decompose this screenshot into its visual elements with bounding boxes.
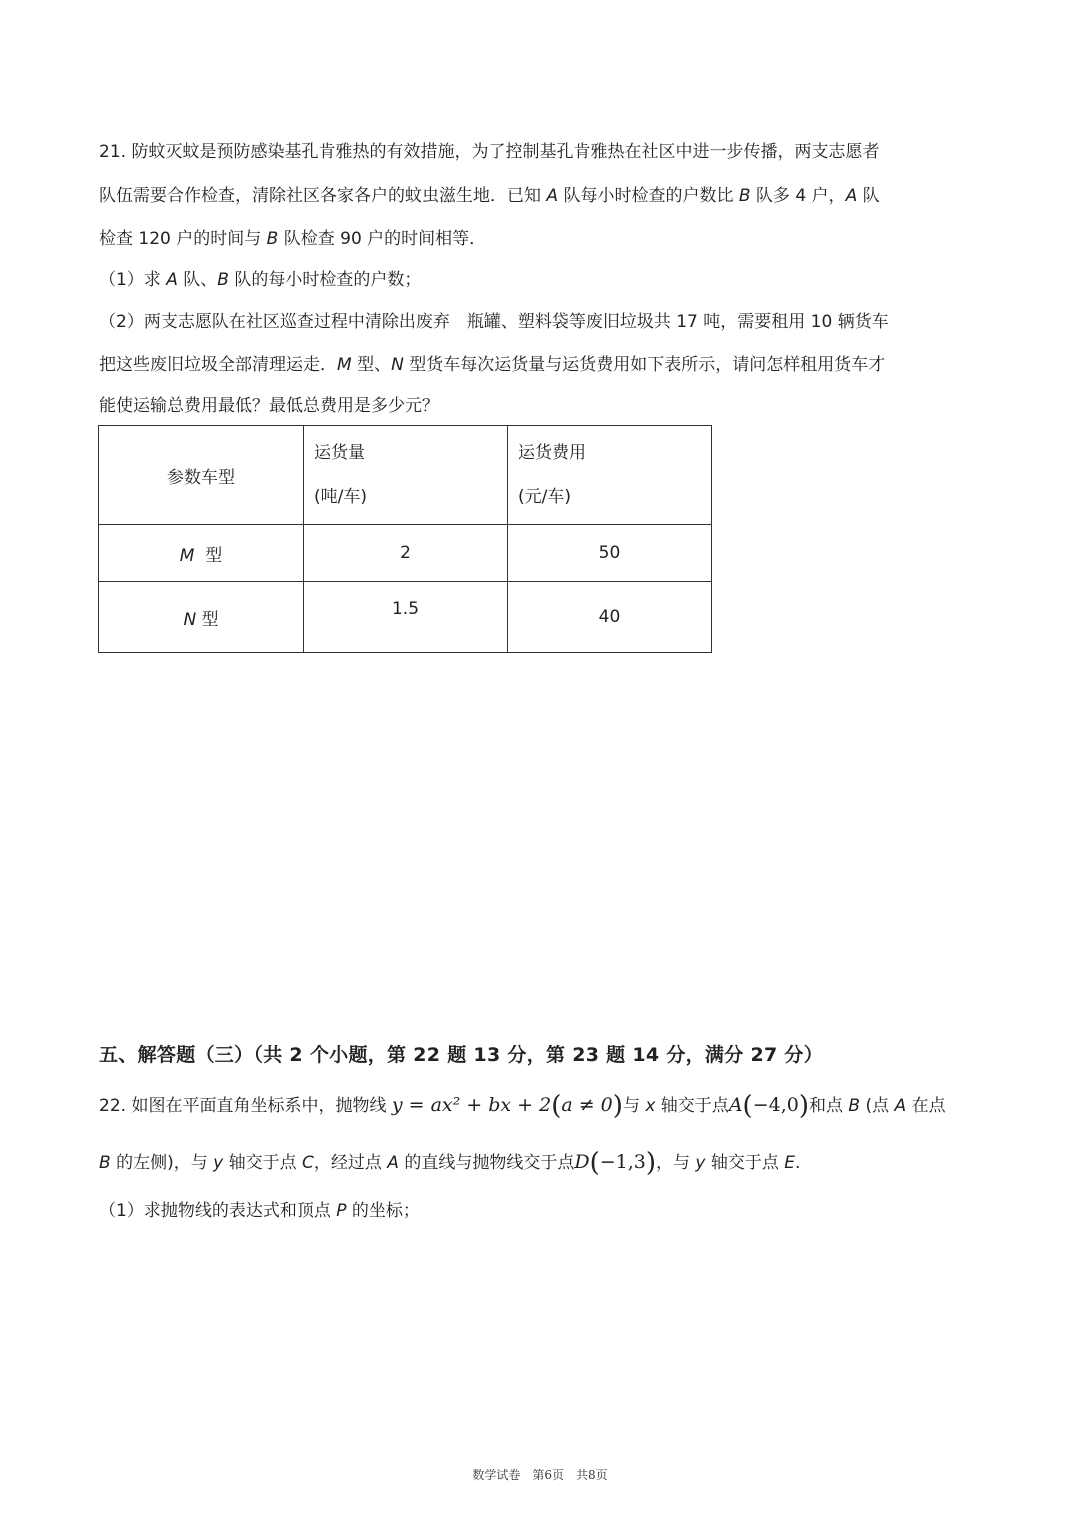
paren-open: (	[742, 1091, 753, 1121]
q21-line-3	[99, 227, 486, 251]
q22-text: 的坐标；	[346, 1201, 420, 1221]
q21-sub-2-line-3	[99, 394, 439, 418]
q22-text: 在点	[906, 1096, 946, 1116]
paren-close: )	[645, 1148, 657, 1178]
parabola-equation	[391, 1091, 623, 1121]
vertex-p-label: P	[336, 1201, 347, 1221]
point-b-label: B	[99, 1153, 111, 1173]
eq-body: = ax² + bx + 2	[402, 1094, 552, 1116]
q21-line-2	[99, 184, 880, 208]
header-param-text: 参数车型	[167, 467, 235, 488]
table-row	[99, 582, 712, 653]
row-cost: 50	[508, 525, 712, 582]
team-a-label: A	[546, 186, 559, 206]
eq-y: y	[391, 1094, 403, 1116]
point-a-label: A	[894, 1096, 907, 1116]
q22-text: .	[795, 1153, 801, 1173]
team-a-label: A	[166, 270, 178, 290]
q21-text: 队每小时检查的户数比	[558, 186, 739, 206]
q21-text: 21. 防蚊灭蚊是预防感染基孔肯雅热的有效措施，为了控制基孔肯雅热在社区中进一步传播，两支志愿者	[99, 142, 880, 162]
eq-condition: a ≠ 0	[561, 1094, 613, 1116]
paren-open: (	[551, 1091, 562, 1121]
header-load	[304, 426, 508, 525]
page-footer: 数学试卷 第6页 共8页	[472, 1468, 608, 1482]
row-load	[304, 582, 508, 653]
q21-text: （2）两支志愿队在社区巡查过程中清除出废弃 瓶罐、塑料袋等废旧垃圾共 17 吨，需要租用 10 辆货车	[99, 312, 889, 332]
type-suffix: 型	[194, 545, 223, 566]
point-d	[574, 1148, 657, 1178]
team-b-label: B	[738, 186, 751, 206]
q22-text: 与	[622, 1096, 646, 1116]
q21-text: 型货车每次运货量与运货费用如下表所示，请问怎样租用货车才	[403, 355, 886, 375]
team-b-label: B	[217, 270, 229, 290]
q21-text: 能使运输总费用最低？最低总费用是多少元？	[99, 396, 439, 416]
header-cost	[508, 426, 712, 525]
q21-text: 队伍需要合作检查，清除社区各家各户的蚊虫滋生地．已知	[99, 186, 547, 206]
header-load-unit: (吨/车)	[314, 487, 367, 507]
q22-text: 的左侧)，与	[110, 1153, 214, 1173]
q22-sub-1	[99, 1199, 420, 1223]
y-axis-label: y	[695, 1153, 706, 1173]
paren-close: )	[612, 1091, 623, 1121]
q21-sub-1	[99, 268, 421, 292]
type-letter: N	[183, 609, 197, 630]
q21-text: 队、	[177, 270, 218, 290]
point-d-name: D	[574, 1151, 590, 1173]
q22-line-1	[99, 1090, 946, 1121]
row-type	[99, 525, 304, 582]
point-a	[728, 1091, 809, 1121]
y-axis-label: y	[213, 1153, 224, 1173]
q21-text: 型、	[351, 355, 392, 375]
point-a-coord: −4,0	[752, 1094, 799, 1116]
section-5-title: 五、解答题（三）（共 2 个小题，第 22 题 13 分，第 23 题 14 分，满分 27 分）	[99, 1044, 824, 1066]
truck-n-label: N	[391, 355, 404, 375]
q21-text: 队多 4 户，	[750, 186, 846, 206]
q21-text: 把这些废旧垃圾全部清理运走．	[99, 355, 337, 375]
q22-text: (点	[860, 1096, 895, 1116]
q21-text: 检查 120 户的时间与	[99, 229, 267, 249]
q22-text: 轴交于点	[655, 1096, 729, 1116]
row-load-value: 1.5	[391, 599, 420, 619]
q21-line-1	[99, 140, 879, 164]
team-a-label: A	[845, 186, 858, 206]
q21-sub-2-line-1	[99, 310, 889, 334]
row-load: 2	[304, 525, 508, 582]
point-d-coord: −1,3	[599, 1151, 646, 1173]
q22-text: ，经过点	[313, 1153, 388, 1173]
paren-open: (	[589, 1148, 600, 1178]
q22-text: 轴交于点	[223, 1153, 302, 1173]
truck-m-label: M	[337, 355, 352, 375]
team-b-label: B	[266, 229, 279, 249]
table-row	[99, 525, 712, 582]
type-suffix: 型	[196, 609, 219, 630]
point-c-label: C	[302, 1153, 314, 1173]
q21-text: 队	[857, 186, 880, 206]
q22-text: 轴交于点	[705, 1153, 785, 1173]
header-cost-title: 运货费用	[518, 443, 586, 463]
header-load-title: 运货量	[314, 443, 365, 463]
q22-text: （1）求抛物线的表达式和顶点	[99, 1201, 337, 1221]
q21-text: 队检查 90 户的时间相等．	[278, 229, 487, 249]
q22-text: 22. 如图在平面直角坐标系中，抛物线	[99, 1096, 392, 1116]
type-letter: M	[179, 545, 195, 566]
row-cost: 40	[508, 582, 712, 653]
point-e-label: E	[784, 1153, 796, 1173]
paren-close: )	[798, 1091, 809, 1121]
q21-text: （1）求	[99, 270, 167, 290]
truck-table	[98, 425, 712, 653]
header-param	[99, 426, 304, 525]
row-type	[99, 582, 304, 653]
point-a-label: A	[387, 1153, 399, 1173]
q21-sub-2-line-2	[99, 353, 885, 377]
q22-text: 和点	[809, 1096, 849, 1116]
x-axis-label: x	[645, 1096, 656, 1116]
q22-text: ，与	[656, 1153, 696, 1173]
header-cost-unit: (元/车)	[518, 487, 571, 507]
point-b-label: B	[848, 1096, 861, 1116]
q22-line-2	[99, 1147, 800, 1178]
q22-text: 的直线与抛物线交于点	[398, 1153, 575, 1173]
table-header-row	[99, 426, 712, 525]
point-a-name: A	[728, 1094, 743, 1116]
q21-text: 队的每小时检查的户数；	[228, 270, 422, 290]
